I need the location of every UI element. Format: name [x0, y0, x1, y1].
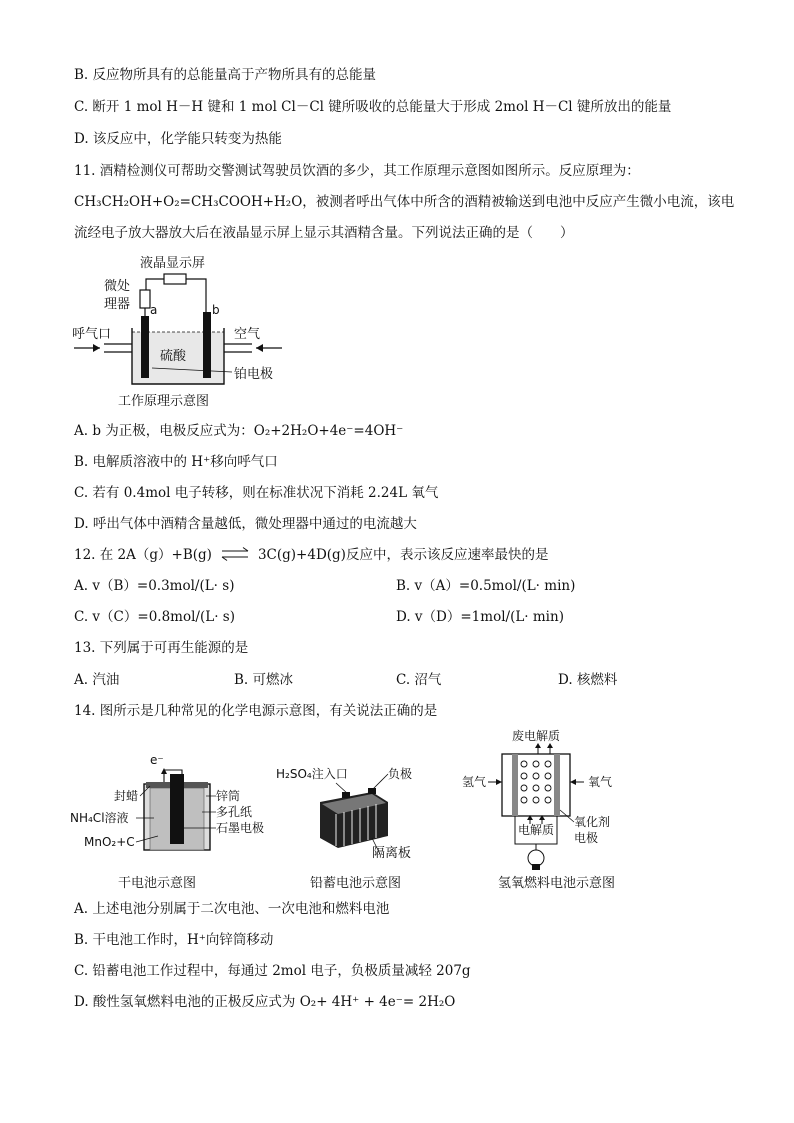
q12-stem-pre: 12. 在 2A（g）+B(g): [74, 547, 212, 563]
q11-stem-line1: 11. 酒精检测仪可帮助交警测试驾驶员饮酒的多少，其工作原理示意图如图所示。反应原理为：: [74, 163, 640, 179]
platinum-electrode-label: 铂电极: [234, 367, 274, 382]
mno2-label: MnO₂+C: [84, 835, 135, 849]
electron-flow-arrow-icon: [161, 768, 167, 774]
q12-stem-post: 3C(g)+4D(g)反应中，表示该反应速率最快的是: [257, 547, 549, 563]
nh4cl-label: NH₄Cl溶液: [70, 811, 129, 825]
q12-option-a: A. v（B）=0.3mol/(L· s): [74, 578, 235, 594]
q11-stem-line2: [74, 193, 734, 211]
fuel-cell-caption: 氢氧燃料电池示意图: [498, 876, 616, 891]
q11-reaction-formula: CH₃CH₂OH+O₂=CH₃COOH+H₂O: [74, 194, 303, 210]
oxidant-label-2: 电极: [574, 831, 599, 845]
q13-stem: 13. 下列属于可再生能源的是: [74, 640, 249, 656]
dry-cell-caption: 干电池示意图: [118, 876, 197, 891]
negative-pole-label: 负极: [388, 767, 413, 781]
acid-inlet-label: H₂SO₄注入口: [276, 767, 348, 781]
breath-inlet-label: 呼气口: [72, 327, 112, 342]
q10-option-d: D. 该反应中，化学能只转变为热能: [74, 131, 282, 147]
breath-inlet-arrow-icon: [93, 344, 100, 352]
seal-label: 封蜡: [114, 789, 139, 803]
waste-electrolyte-label: 废电解质: [512, 729, 561, 743]
q13-option-c: C. 沼气: [396, 672, 442, 688]
lead-acid-caption: 铅蓄电池示意图: [310, 876, 402, 891]
graphite-electrode: [170, 774, 184, 844]
q14-option-b: B. 干电池工作时，H⁺向锌筒移动: [74, 932, 274, 948]
electron-label: e⁻: [150, 753, 164, 767]
electrode-a: [141, 316, 149, 378]
lcd-label: 液晶显示屏: [140, 256, 206, 271]
separator-label: 隔离板: [372, 846, 412, 861]
sulfuric-acid-label: 硫酸: [160, 349, 187, 364]
air-inlet-arrow-icon: [256, 344, 263, 352]
q11-stem-line2-rest: ，被测者呼出气体中所含的酒精被输送到电池中反应产生微小电流，该电: [302, 194, 735, 210]
q11-option-b: B. 电解质溶液中的 H⁺移向呼气口: [74, 454, 278, 470]
hydrogen-label: 氢气: [462, 775, 487, 789]
fuel-cell-diagram: [462, 726, 642, 874]
air-label: 空气: [234, 327, 261, 342]
q10-option-c: C. 断开 1 mol H－H 键和 1 mol Cl－Cl 键所吸收的总能量大于形成 2mol H－Cl 键所放出的能量: [74, 99, 672, 115]
hydrogen-arrow-icon: [496, 779, 502, 785]
q12-option-c: C. v（C）=0.8mol/(L· s): [74, 609, 235, 625]
graphite-label: 石墨电极: [216, 821, 265, 835]
equilibrium-arrows-icon: [218, 547, 252, 561]
q12-option-b: B. v（A）=0.5mol/(L· min): [396, 578, 576, 594]
q11-stem-line3: 流经电子放大器放大后在液晶显示屏上显示其酒精含量。下列说法正确的是（ ）: [74, 225, 574, 241]
electrode-b: [203, 312, 211, 378]
microprocessor-label-2: 理器: [104, 297, 131, 312]
breathalyzer-diagram: [66, 250, 296, 410]
zinc-can-label: 锌筒: [216, 789, 241, 803]
q13-option-a: A. 汽油: [74, 672, 120, 688]
q11-option-a: A. b 为正极，电极反应式为：O₂+2H₂O+4e⁻=4OH⁻: [74, 423, 404, 439]
q14-stem: 14. 图所示是几种常见的化学电源示意图，有关说法正确的是: [74, 703, 438, 719]
q13-option-b: B. 可燃冰: [234, 672, 294, 688]
light-bulb-icon: [528, 850, 544, 866]
microprocessor-label-1: 微处: [104, 279, 131, 294]
electrode-a-label: a: [150, 303, 158, 317]
q11-figure-caption: 工作原理示意图: [118, 394, 210, 409]
porous-paper-label: 多孔纸: [216, 805, 253, 819]
q11-option-c: C. 若有 0.4mol 电子转移，则在标准状况下消耗 2.24L 氧气: [74, 485, 439, 501]
dry-cell-diagram: [66, 752, 276, 860]
q11-option-d: D. 呼出气体中酒精含量越低，微处理器中通过的电流越大: [74, 516, 417, 532]
q14-option-d: D. 酸性氢氧燃料电池的正极反应式为 O₂+ 4H⁺ + 4e⁻= 2H₂O: [74, 994, 456, 1010]
oxygen-label: 氧气: [588, 775, 613, 789]
lead-acid-battery-diagram: [276, 758, 446, 858]
oxidant-label-1: 氧化剂: [574, 815, 611, 829]
oxygen-arrow-icon: [570, 779, 576, 785]
q14-option-c: C. 铅蓄电池工作过程中，每通过 2mol 电子，负极质量减轻 207g: [74, 963, 471, 979]
q12-option-d: D. v（D）=1mol/(L· min): [396, 609, 564, 625]
microprocessor-icon: [140, 290, 150, 308]
electrolyte-label: 电解质: [518, 823, 555, 837]
electrode-b-label: b: [212, 303, 220, 317]
q10-option-b: B. 反应物所具有的总能量高于产物所具有的总能量: [74, 67, 377, 83]
lcd-resistor-icon: [164, 274, 186, 284]
q12-stem: [74, 546, 548, 564]
q14-option-a: A. 上述电池分别属于二次电池、一次电池和燃料电池: [74, 901, 390, 917]
q13-option-d: D. 核燃料: [558, 672, 618, 688]
